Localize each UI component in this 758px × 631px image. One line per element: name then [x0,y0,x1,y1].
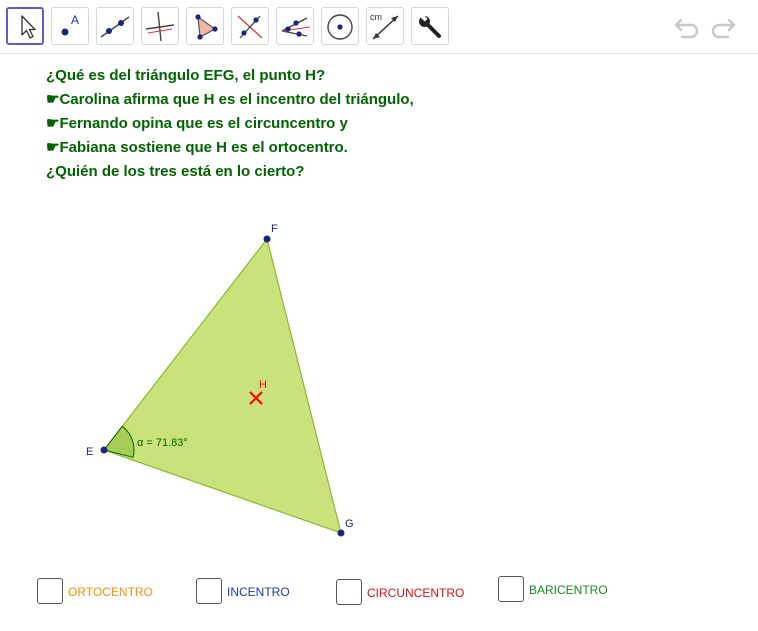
move-tool-button[interactable] [6,7,44,45]
undo-icon [672,14,702,40]
angle-bisector-icon [277,8,313,44]
perpendicular-line-icon [142,8,178,44]
polygon-icon [187,8,223,44]
settings-tool-button[interactable] [411,7,449,45]
circle-icon [322,8,358,44]
checkbox-label-incentro: INCENTRO [227,585,290,599]
redo-icon [708,14,738,40]
circle-tool-button[interactable] [321,7,359,45]
distance-unit-label: cm [370,12,382,22]
wrench-icon [412,8,448,44]
distance-tool-button[interactable] [366,7,404,45]
triangle-efg[interactable] [104,239,341,533]
checkbox-label-baricentro: BARICENTRO [529,583,608,597]
polygon-tool-button[interactable] [186,7,224,45]
checkbox-box[interactable] [196,578,222,604]
point-h-label: H [259,379,267,391]
point-e[interactable] [101,447,108,454]
undo-button[interactable] [672,14,702,40]
redo-button[interactable] [708,14,738,40]
point-g[interactable] [338,530,345,537]
point-f[interactable] [264,236,271,243]
perpendicular-line-tool-button[interactable] [141,7,179,45]
point-tool-button[interactable] [51,7,89,45]
perpendicular-bisector-icon [232,8,268,44]
line-icon [97,8,133,44]
checkbox-box[interactable] [498,576,524,602]
checkbox-box[interactable] [37,578,63,604]
checkbox-ortocentro[interactable] [37,578,167,606]
angle-bisector-tool-button[interactable] [276,7,314,45]
point-f-label: F [271,223,278,235]
checkbox-incentro[interactable] [196,578,316,606]
toolbar [0,0,758,54]
point-tool-letter: A [71,13,80,27]
question-line: ☛Fernando opina que es el circuncentro y [46,115,348,132]
line-tool-button[interactable] [96,7,134,45]
checkbox-baricentro[interactable] [498,576,618,604]
question-line: ☛Carolina afirma que H es el incentro del triángulo, [46,91,414,108]
question-line: ¿Qué es del triángulo EFG, el punto H? [46,67,326,84]
perpendicular-bisector-tool-button[interactable] [231,7,269,45]
checkbox-circuncentro[interactable] [336,579,476,607]
move-arrow-icon [8,9,44,45]
checkbox-label-circuncentro: CIRCUNCENTRO [367,586,465,600]
graphics-view[interactable] [0,54,758,574]
distance-icon [367,8,403,44]
question-line: ☛Fabiana sostiene que H es el ortocentro. [46,139,348,156]
point-g-label: G [345,518,354,530]
point-icon [52,8,88,44]
angle-alpha-label: α = 71.83° [137,437,188,449]
checkbox-box[interactable] [336,579,362,605]
point-e-label: E [86,446,94,458]
checkbox-label-ortocentro: ORTOCENTRO [68,585,153,599]
question-line: ¿Quién de los tres está en lo cierto? [46,163,305,180]
